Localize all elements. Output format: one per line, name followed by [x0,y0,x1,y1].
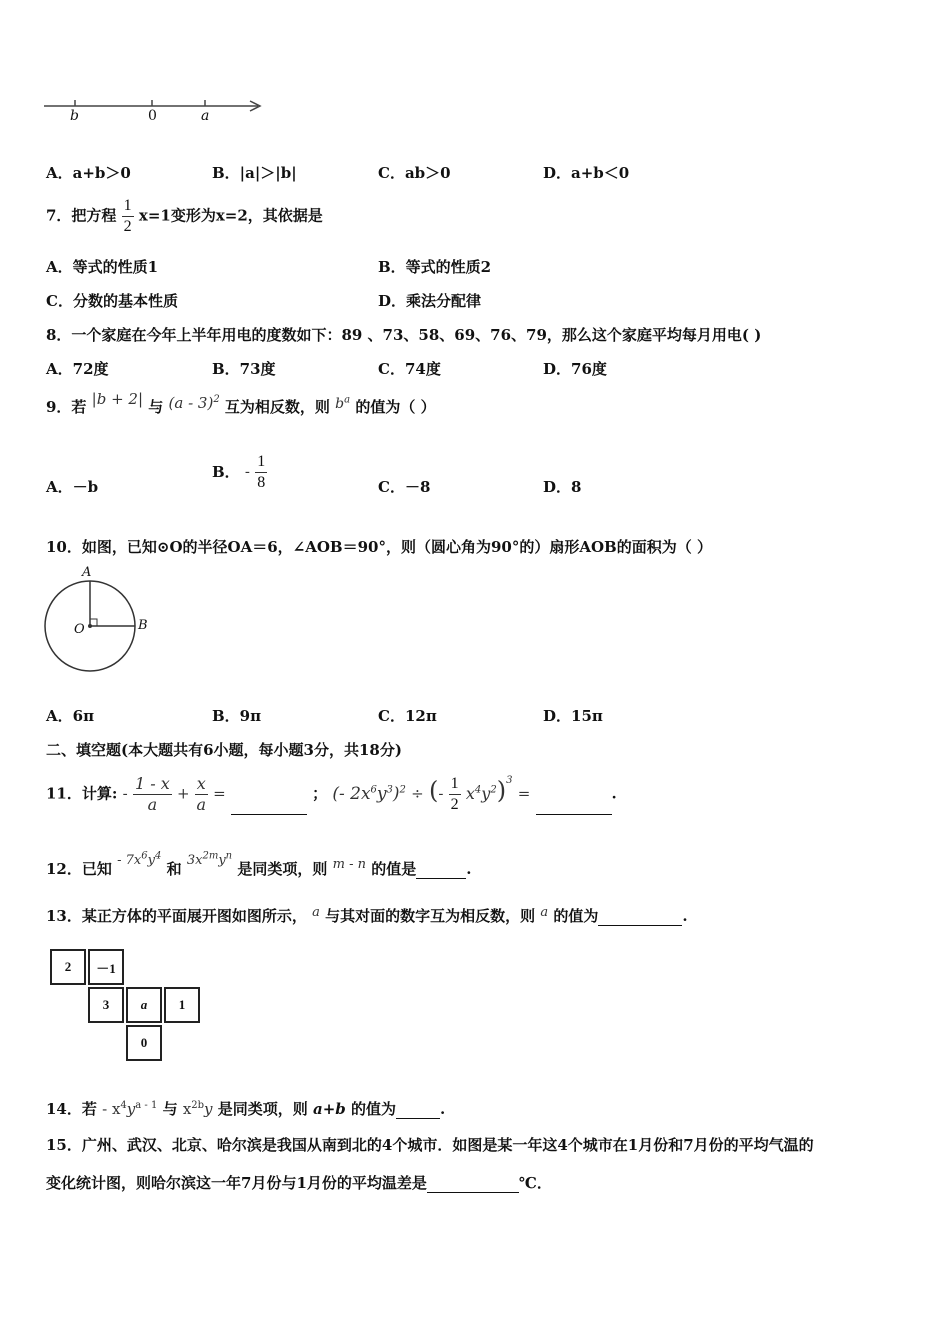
q12-term1-y: y [147,853,155,868]
q9-option-b [212,452,267,493]
q10-option-c: C．12π [378,707,437,725]
q13-prefix: 13．某正方体的平面展开图如图所示， [46,907,307,925]
section-title: 二、填空题(本大题共有6小题，每小题3分，共18分) [46,741,402,759]
q11-frac1-den: a [147,795,158,814]
q11-frac2-den: a [196,795,207,814]
q14-mid: 与 [162,1100,178,1118]
q11-left-paren: ( [428,776,439,805]
q15-line-1: 15．广州、武汉、北京、哈尔滨是我国从南到北的4个城市．如图是某一年这4个城市在1月份和7月份的平均气温的 [46,1136,814,1154]
q14-term2 [183,1100,213,1118]
q9-mid: 与 [148,398,164,416]
q11-divide: ÷ [411,784,424,803]
q12-term2-x-exp: 2m [202,850,219,862]
q13-blank[interactable] [598,911,682,926]
q11-frac1-num: 1 - x [134,774,170,793]
q6-option-d: D．a+b＜0 [543,164,630,182]
q11-frac3-den: 2 [450,796,459,813]
q9-abs-expr: |b + 2| [91,390,144,408]
q14-term2-x-exp: 2b [191,1100,205,1111]
q7-frac-den: 2 [123,218,132,235]
q7-option-d: D．乘法分配律 [378,292,482,310]
q12-suffix: 的值是 [371,860,417,878]
number-line-label-b: b [70,108,79,124]
q15-blank[interactable] [427,1178,519,1193]
q10-label-b: B [138,618,148,633]
q7-option-b: B．等式的性质2 [378,258,492,276]
q14-blank[interactable] [396,1104,440,1119]
cube-cell: 2 [50,949,86,985]
q11-equals-2: = [517,784,531,803]
q11-separator: ； [312,784,328,803]
q9-power-expr [335,396,350,412]
q12-term1-x-exp: 6 [141,850,148,862]
q11-term3-y-exp: 2 [490,784,497,796]
q12-prefix: 12．已知 [46,860,112,878]
q14-question [46,1098,445,1119]
q14-term1-y: y [126,1100,136,1118]
q12-term1-base: - 7x [117,853,142,868]
q14-suffix: 的值为 [351,1100,397,1118]
q10-label-o: O [74,622,85,637]
q11-prefix: 11．计算: [46,784,118,803]
q11-term2-y: y [376,783,387,804]
q8-option-c: C．74度 [378,360,441,378]
q9-option-d: D．8 [543,478,582,496]
q11-term2-base: (- 2x [332,783,371,804]
q13-mid: 与其对面的数字互为相反数，则 [325,907,536,925]
q12-end: . [466,860,472,878]
q14-term1 [102,1100,157,1118]
q11-frac2 [195,774,208,815]
q13-end: . [682,907,688,925]
q14-term1-y-exp: a - 1 [135,1100,158,1111]
q14-term1-x-exp: 4 [120,1100,127,1111]
q11-minus: - [122,784,128,803]
q11-frac3 [449,774,461,815]
q11-term3-outer-exp: 3 [506,774,513,786]
q7-question [46,196,323,237]
q8-question: 8．一个家庭在今年上半年用电的度数如下：89 、73、58、69、76、79，那么这个家庭平均每月用电( ) [46,326,762,344]
q9-suffix: 的值为（ ） [355,398,436,416]
q11-blank-1[interactable] [231,800,307,815]
q7-prefix: 7．把方程 [46,206,117,225]
q12-term1 [117,850,162,868]
q11-minus-2: - [438,784,444,803]
q11-term3-x: x [465,783,475,803]
q11-plus: + [176,784,190,803]
q14-term2-base: x [182,1100,192,1118]
q13-suffix: 的值为 [553,907,599,925]
q9-power-base: b [335,396,345,412]
q9-square-expr [169,394,220,412]
q8-option-a: A．72度 [46,360,109,378]
q11-right-paren: ) [496,776,507,805]
q9-option-b-den: 8 [257,474,266,491]
q6-option-a: A．a+b＞0 [46,164,131,182]
q9-option-b-label: B． [212,462,240,481]
q12-term2 [186,850,233,868]
q10-option-d: D．15π [543,707,603,725]
q12-question [46,850,472,879]
q6-option-c: C．ab＞0 [378,164,451,182]
q14-end: . [440,1100,446,1118]
q15-line-2-prefix: 变化统计图，则哈尔滨这一年7月份与1月份的平均温差是 [46,1174,427,1192]
q9-option-c: C．－8 [378,478,431,496]
q11-term2-outer-exp: 2 [399,783,406,795]
q9-option-b-num: 1 [255,452,267,473]
number-line-label-a: a [201,108,210,124]
q14-prefix: 14．若 [46,1100,97,1118]
q11-blank-2[interactable] [536,800,612,815]
q11-term2-y-exp: 3 [386,783,393,795]
q9-option-b-sign: - [244,462,250,481]
q12-term1-y-exp: 4 [154,850,162,862]
q11-end: . [611,784,617,803]
number-line-label-0: 0 [148,108,157,124]
q12-expr: m - n [332,857,366,872]
q7-suffix: x=1变形为x=2，其依据是 [138,206,323,225]
q14-mid2: 是同类项，则 [217,1100,308,1118]
q9-option-a: A．－b [46,478,99,496]
q11-term3-y: y [481,783,491,803]
q14-term1-base: - x [102,1100,121,1118]
q9-option-b-fraction [255,452,267,493]
q14-term2-y: y [204,1100,213,1118]
q10-label-a: A [82,565,92,580]
q12-term2-y-exp: n [225,850,233,862]
q9-square-base: (a - 3) [168,394,214,412]
q10-option-a: A．6π [46,707,95,725]
q6-option-b: B．|a|＞|b| [212,164,297,182]
q11-term3-x-exp: 4 [474,784,482,796]
q12-term2-base: 3x [186,853,203,868]
q15-line-2-suffix: ℃． [518,1174,552,1192]
cube-cell: 1 [164,987,200,1023]
q15-line-2 [46,1172,552,1193]
q7-option-c: C．分数的基本性质 [46,292,178,310]
q12-mid: 和 [166,860,182,878]
q8-option-d: D．76度 [543,360,607,378]
cube-cell: －1 [88,949,124,985]
q11-term2-x-exp: 6 [370,783,377,795]
q8-option-b: B．73度 [212,360,276,378]
q7-option-a: A．等式的性质1 [46,258,159,276]
q11-question [46,774,617,815]
q11-term3 [466,784,497,803]
q7-fraction [122,196,134,237]
q11-frac1 [133,774,172,815]
q9-prefix: 9．若 [46,398,87,416]
q9-square-exp: 2 [213,394,220,405]
q11-frac2-num: x [196,774,206,793]
q9-power-exp: a [344,394,351,406]
q14-expr: a+b [313,1100,346,1118]
q11-equals: = [213,784,226,803]
cube-cell: 3 [88,987,124,1023]
q7-frac-num: 1 [122,196,134,217]
q11-term2: (- $2x^6y^3)^2$ [332,783,406,804]
cube-cell: 0 [126,1025,162,1061]
q12-blank[interactable] [416,864,466,879]
q13-question [46,905,688,926]
cube-cell: a [126,987,162,1023]
q9-mid2: 互为相反数，则 [224,398,330,416]
q12-term2-y: y [218,853,226,868]
q10-question: 10．如图，已知⊙O的半径OA＝6，∠AOB＝90°，则（圆心角为90°的）扇形AOB的面积为（ ） [46,538,712,556]
q10-option-b: B．9π [212,707,262,725]
q9-question [46,390,436,417]
q11-frac3-num: 1 [449,774,461,795]
q13-var: a [312,905,320,920]
q12-mid2: 是同类项，则 [237,860,328,878]
q13-var2: a [540,905,549,920]
